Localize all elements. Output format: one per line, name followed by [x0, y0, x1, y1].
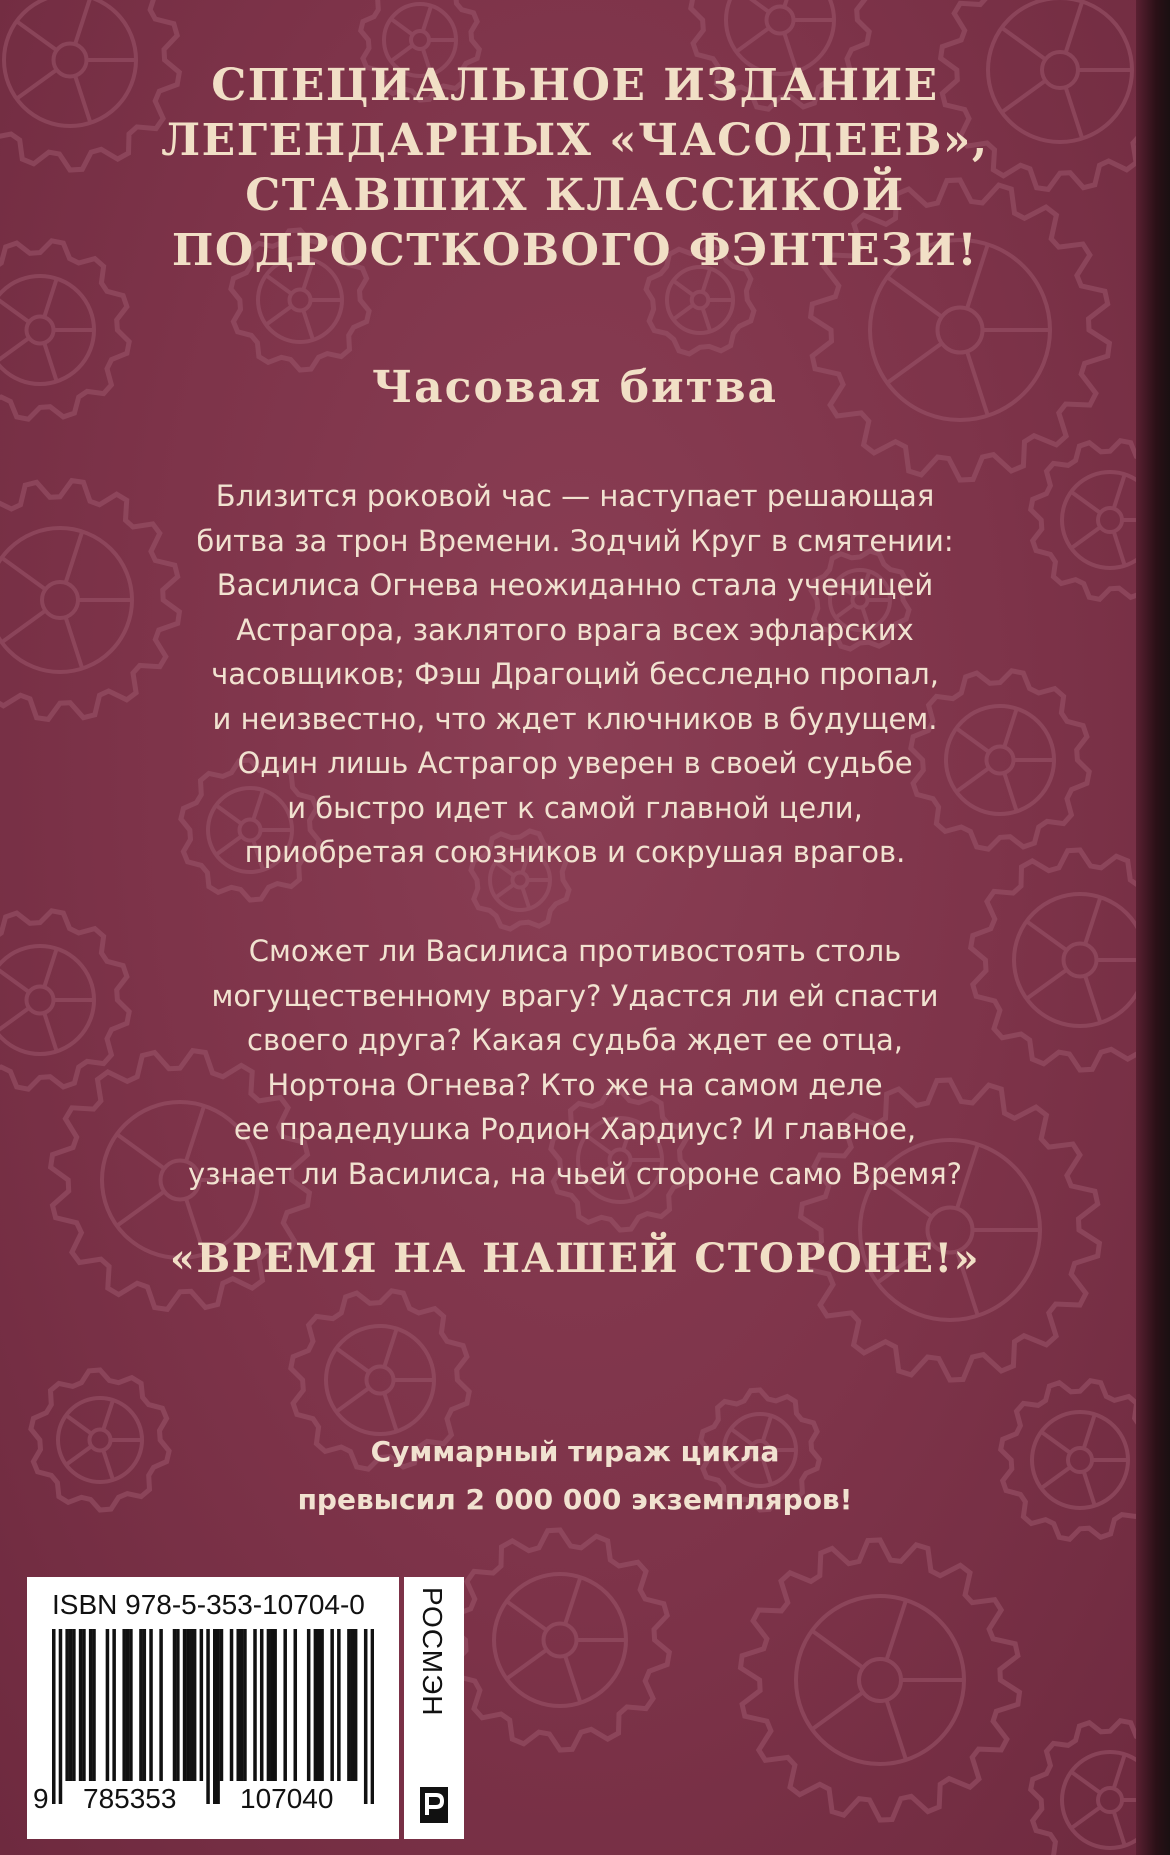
- text-line: битва за трон Времени. Зодчий Круг в смятении:: [196, 523, 954, 558]
- text-line: часовщиков; Фэш Драгоций бесследно пропал,: [211, 657, 939, 691]
- circulation-line: превысил 2 000 000 экземпляров!: [297, 1483, 853, 1516]
- synopsis-paragraph-1: [0, 474, 1150, 875]
- publisher-name: РОСМЭН: [417, 1587, 448, 1717]
- barcode-icon: [52, 1629, 374, 1804]
- text-line: узнает ли Василиса, на чьей стороне само Время?: [187, 1156, 963, 1191]
- barcode-label: [27, 1577, 399, 1839]
- tagline-quote: «ВРЕМЯ НА НАШЕЙ СТОРОНЕ!»: [169, 1235, 981, 1282]
- rosmen-logo-icon: [418, 1785, 450, 1825]
- headline-line: СТАВШИХ КЛАССИКОЙ: [245, 170, 905, 221]
- headline-line: ЛЕГЕНДАРНЫХ «ЧАСОДЕЕВ»,: [161, 115, 989, 166]
- circulation-note: [0, 1428, 1150, 1524]
- text-line: и быстро идет к самой главной цели,: [287, 790, 863, 825]
- book-title: Часовая битва: [371, 362, 779, 413]
- text-line: Один лишь Астрагор уверен в своей судьбе: [237, 746, 913, 780]
- text-line: Нортона Огнева? Кто же на самом деле: [267, 1067, 883, 1102]
- text-line: Астрагора, заклятого врага всех эфларских: [236, 612, 914, 647]
- synopsis-paragraph-2: [0, 929, 1150, 1196]
- isbn-text: ISBN 978-5-353-10704-0: [52, 1589, 365, 1620]
- headline-line: ПОДРОСТКОВОГО ФЭНТЕЗИ!: [171, 225, 979, 276]
- text-line: приобретая союзников и сокрушая врагов.: [244, 835, 906, 869]
- barcode-digits-right: 107040: [232, 1782, 341, 1816]
- text-line: Василиса Огнева неожиданно стала ученицей: [216, 568, 934, 602]
- text-line: ее прадедушка Родион Хардиус? И главное,: [233, 1112, 917, 1146]
- spine-edge: [1136, 0, 1170, 1855]
- text-line: Сможет ли Василиса противостоять столь: [248, 934, 902, 968]
- headline: [0, 58, 1150, 278]
- barcode-digit-first: 9: [33, 1783, 49, 1814]
- publisher-label: [404, 1577, 464, 1839]
- text-line: и неизвестно, что ждет ключников в будущем.: [212, 701, 938, 736]
- text-line: Близится роковой час — наступает решающая: [215, 479, 935, 513]
- barcode-digits-left: 785353: [75, 1782, 184, 1816]
- text-line: своего друга? Какая судьба ждет ее отца,: [247, 1023, 903, 1057]
- text-line: могущественному врагу? Удастся ли ей спасти: [211, 978, 939, 1013]
- headline-line: СПЕЦИАЛЬНОЕ ИЗДАНИЕ: [211, 60, 939, 111]
- circulation-line: Суммарный тираж цикла: [370, 1435, 780, 1468]
